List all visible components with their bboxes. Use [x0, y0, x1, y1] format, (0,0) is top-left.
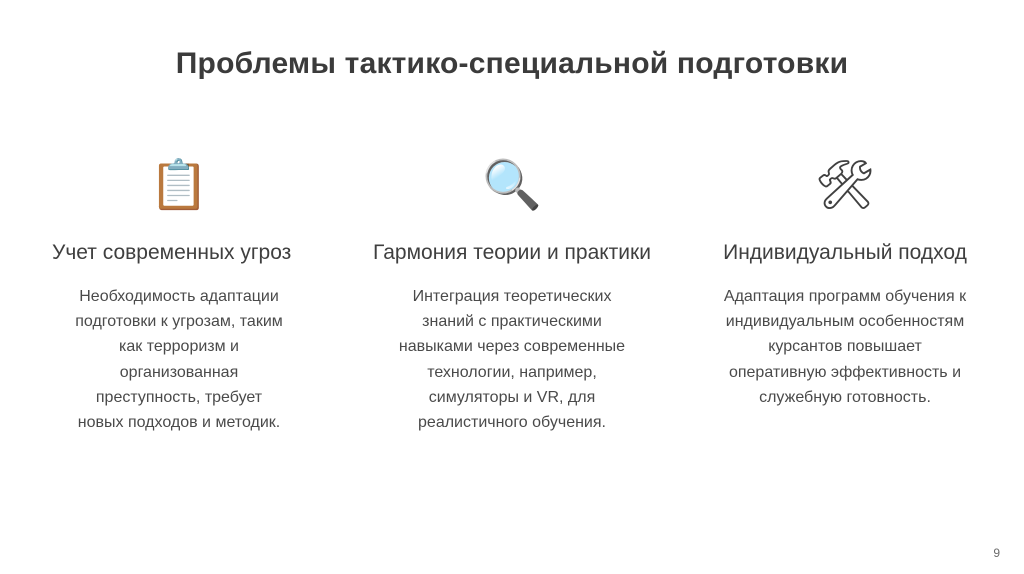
columns-container [24, 150, 1000, 435]
clipboard-icon-glyph: 📋 [149, 159, 209, 212]
column-3-heading: Индивидуальный подход [723, 241, 967, 264]
column-3 [690, 150, 1000, 410]
column-1-body: Необходимость адаптации подготовки к угрозам, таким как терроризм и организованная преступность, требует новых подходов и методик. [75, 287, 283, 432]
page-number: 9 [993, 546, 1000, 560]
column-2-heading: Гармония теории и практики [373, 241, 651, 264]
column-3-body: Адаптация программ обучения к индивидуальным особенностям курсантов повышает оперативную эффективность и служебную готовность. [723, 287, 967, 406]
magnifying-glass-icon-glyph: 🔍 [482, 159, 542, 212]
column-2 [357, 150, 667, 435]
hammer-and-wrench-icon [815, 150, 876, 222]
column-1-heading: Учет современных угроз [52, 241, 292, 264]
column-2-body: Интеграция теоретических знаний с практическими навыками через современные технологии, например, симуляторы и VR, для реалистичного обучения. [398, 287, 626, 432]
magnifying-glass-icon [482, 150, 542, 222]
page-title: Проблемы тактико-специальной подготовки [175, 47, 849, 80]
clipboard-icon [149, 150, 209, 222]
hammer-and-wrench-icon-glyph: 🛠 [814, 159, 876, 212]
column-1 [24, 150, 334, 435]
